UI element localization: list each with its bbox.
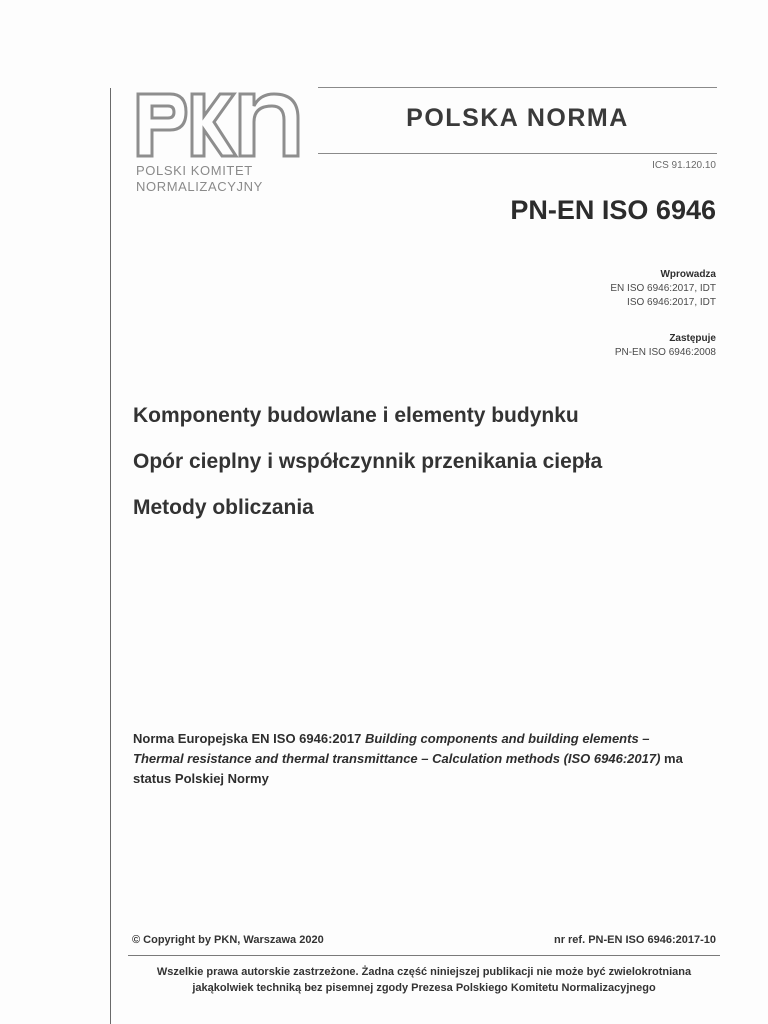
title-underline-rule [318,153,717,154]
replaces-label: Zastępuje [669,333,716,344]
ics-code: ICS 91.120.10 [652,160,716,171]
replaces-item: PN-EN ISO 6946:2008 [614,347,716,358]
introduces-label: Wprowadza [660,269,716,280]
introduces-item: EN ISO 6946:2017, IDT [610,283,716,294]
status-statement [133,729,693,789]
status-english-title: Building components and building elements – Thermal resistance and thermal transmittance – Calculation methods (ISO 6946:2017) [133,731,661,766]
status-suffix: ma status Polskiej Normy [133,751,683,786]
organization-name [136,163,263,195]
rights-notice: Wszelkie prawa autorskie zastrzeżone. Żadna część niniejszej publikacji nie może być zwielokrotniana jakąkolwiek techniką bez pisemnej zgody Prezesa Polskiego Komitetu Normalizacyjnego [156,966,692,994]
status-prefix: Norma Europejska EN ISO 6946:2017 [133,731,365,746]
introduces-item: ISO 6946:2017, IDT [627,297,716,308]
pkn-logo [136,90,302,158]
left-margin-rule [110,88,111,1024]
standard-number: PN-EN ISO 6946 [510,195,716,225]
title-line-2: Opór cieplny i współczynnik przenikania ciepła [133,450,603,473]
org-name-line-1: POLSKI KOMITET [136,163,253,178]
standard-titles [133,404,733,542]
org-name-line-2: NORMALIZACYJNY [136,179,263,194]
footer-rule [128,955,720,956]
introduces-block [610,268,716,310]
top-rule [318,87,717,88]
replaces-block [615,332,716,360]
title-line-1: Komponenty budowlane i elementy budynku [133,404,579,427]
reference-number: nr ref. PN-EN ISO 6946:2017-10 [553,934,716,946]
title-line-3: Metody obliczania [133,496,314,519]
copyright-notice: © Copyright by PKN, Warszawa 2020 [132,934,324,946]
document-type-title: POLSKA NORMA [406,104,629,132]
